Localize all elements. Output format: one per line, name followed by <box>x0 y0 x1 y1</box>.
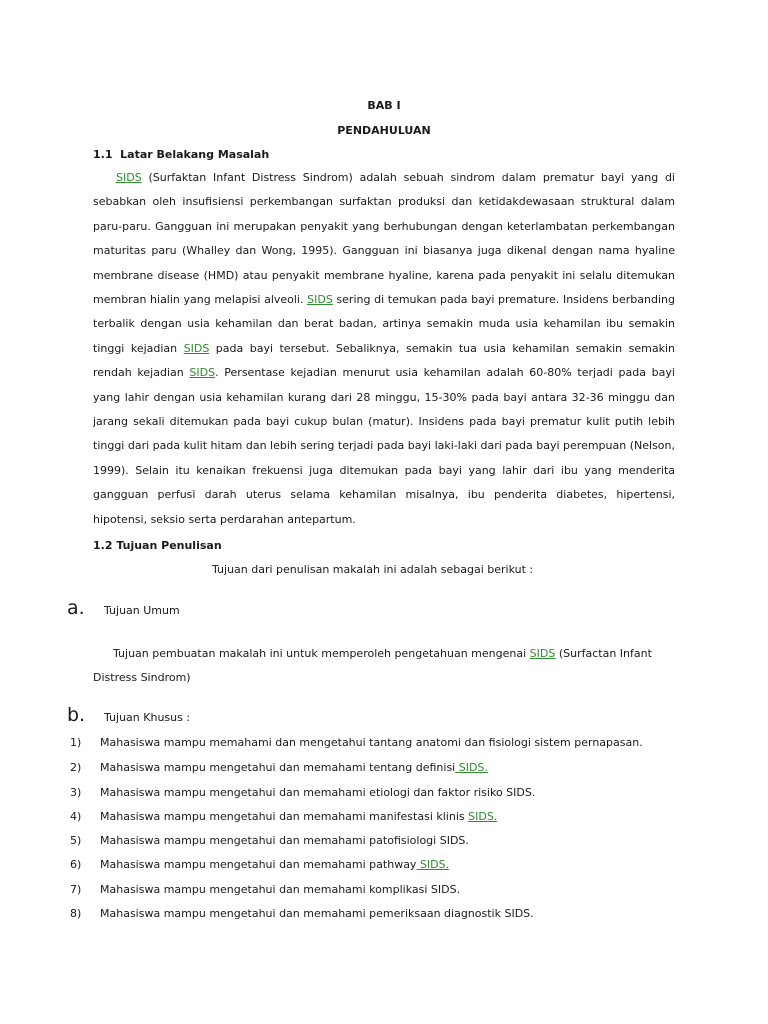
list-item <box>100 858 449 871</box>
list-number: 1) <box>70 736 82 749</box>
list-item-text: Mahasiswa mampu memahami dan mengetahui tantang anatomi dan fisiologi sistem pernapasan. <box>100 736 643 749</box>
general-purpose-text-cont: Distress Sindrom) <box>93 671 191 684</box>
general-purpose-text-part: (Surfactan Infant <box>555 647 652 660</box>
list-number: 3) <box>70 786 82 799</box>
list-item <box>100 810 497 823</box>
list-item-text: Mahasiswa mampu mengetahui dan memahami pathway <box>100 858 417 871</box>
section-1-title: 1.1 Latar Belakang Masalah <box>93 148 270 161</box>
chapter-title: PENDAHULUAN <box>337 124 431 137</box>
general-purpose-text-part: Tujuan pembuatan makalah ini untuk memperoleh pengetahuan mengenai <box>113 647 530 660</box>
sids-link[interactable]: SIDS <box>529 647 556 660</box>
specific-purpose-title: Tujuan Khusus : <box>104 711 191 724</box>
sids-link[interactable]: SIDS. <box>416 858 450 871</box>
section-2-intro: Tujuan dari penulisan makalah ini adalah sebagai berikut : <box>212 563 534 576</box>
list-number: 4) <box>70 810 82 823</box>
general-purpose-text <box>113 647 675 660</box>
background-paragraph <box>93 166 675 532</box>
sids-link[interactable]: SIDS. <box>455 761 488 774</box>
sids-link[interactable]: SIDS. <box>468 810 498 823</box>
list-number: 7) <box>70 883 82 896</box>
list-number: 6) <box>70 858 82 871</box>
list-item <box>100 786 535 799</box>
general-purpose-title: Tujuan Umum <box>104 604 180 617</box>
paragraph-text: (Surfaktan Infant Distress Sindrom) adalah sebuah sindrom dalam prematur bayi yang di sebabkan oleh insufisiensi perkembangan surfaktan produksi dan ketidakdewasaan struktural dalam paru-paru. Gangguan ini merupakan penyakit yang berhubungan dengan keterlambatan perkembangan maturitas paru (Whalley dan Wong, 1995). Gangguan ini biasanya juga dikenal dengan nama hyaline membrane disease (HMD) atau penyakit membrane hyaline, karena pada penyakit ini selalu ditemukan membran hialin yang melapisi alveoli. <box>93 171 675 307</box>
chapter-number: BAB I <box>367 99 401 112</box>
list-letter-b: b. <box>67 704 86 726</box>
list-item-text: Mahasiswa mampu mengetahui dan memahami tentang definisi <box>100 761 456 774</box>
sids-link[interactable]: SIDS <box>189 366 216 380</box>
sids-link[interactable]: SIDS <box>116 171 142 184</box>
list-item-text: Mahasiswa mampu mengetahui dan memahami manifestasi klinis <box>100 810 469 823</box>
list-item <box>100 883 460 896</box>
list-item <box>100 834 469 847</box>
list-item <box>100 761 488 774</box>
paragraph-text: sering di temukan pada bayi premature. Insidens berbanding terbalik dengan usia kehamilan dan berat badan, artinya semakin muda usia kehamilan ibu semakin tinggi kejadian <box>93 293 675 355</box>
section-2-title: 1.2 Tujuan Penulisan <box>93 539 222 552</box>
list-item <box>100 907 534 920</box>
paragraph-text: . Persentase kejadian menurut usia kehamilan adalah 60-80% terjadi pada bayi yang lahir dengan usia kehamilan kurang dari 28 minggu, 15-30% pada bayi antara 32-36 minggu dan jarang sekali ditemukan pada bayi cukup bulan (matur). Insidens pada bayi prematur kulit putih lebih tinggi dari pada kulit hitam dan lebih sering terjadi pada bayi laki-laki dari pada bayi perempuan (Nelson, 1999). Selain itu kenaikan frekuensi juga ditemukan pada bayi yang lahir dari ibu yang menderita gangguan perfusi darah uterus selama kehamilan misalnya, ibu penderita diabetes, hipertensi, hipotensi, seksio serta perdarahan antepartum. <box>93 366 675 526</box>
paragraph-text: pada bayi tersebut. Sebaliknya, semakin tua usia kehamilan semakin semakin rendah kejadian <box>93 341 675 380</box>
list-item <box>100 736 643 749</box>
list-item-text: Mahasiswa mampu mengetahui dan memahami pemeriksaan diagnostik SIDS. <box>100 907 534 920</box>
list-number: 2) <box>70 761 82 774</box>
list-number: 5) <box>70 834 82 847</box>
list-item-text: Mahasiswa mampu mengetahui dan memahami komplikasi SIDS. <box>100 883 461 896</box>
list-item-text: Mahasiswa mampu mengetahui dan memahami etiologi dan faktor risiko SIDS. <box>100 786 536 799</box>
list-letter-a: a. <box>67 597 85 619</box>
list-number: 8) <box>70 907 82 920</box>
sids-link[interactable]: SIDS <box>183 341 210 355</box>
sids-link[interactable]: SIDS <box>307 293 333 307</box>
list-item-text: Mahasiswa mampu mengetahui dan memahami patofisiologi SIDS. <box>100 834 469 847</box>
